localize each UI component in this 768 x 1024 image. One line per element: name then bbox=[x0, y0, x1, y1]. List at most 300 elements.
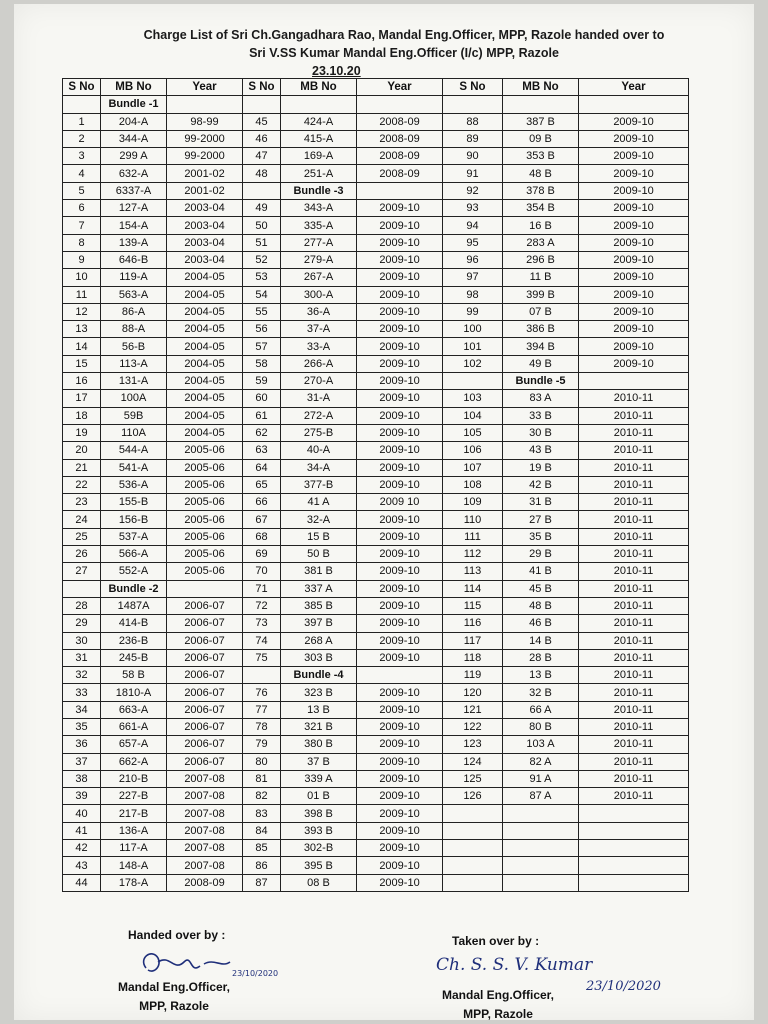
cell-sno: 12 bbox=[63, 303, 101, 320]
cell-sno: 16 bbox=[63, 373, 101, 390]
table-row bbox=[63, 822, 689, 839]
cell-mbno: 302-B bbox=[281, 840, 357, 857]
cell-sno: 95 bbox=[443, 234, 503, 251]
cell-sno: 31 bbox=[63, 649, 101, 666]
cell-year: 2010-11 bbox=[579, 597, 689, 614]
cell-year: 2009-10 bbox=[357, 424, 443, 441]
table-row bbox=[63, 718, 689, 735]
cell-year: 2007-08 bbox=[167, 770, 243, 787]
cell-year: 2010-11 bbox=[579, 407, 689, 424]
cell-mbno: 27 B bbox=[503, 511, 579, 528]
cell-mbno bbox=[503, 840, 579, 857]
cell-mbno: 398 B bbox=[281, 805, 357, 822]
cell-sno: 29 bbox=[63, 615, 101, 632]
cell-year: 2010-11 bbox=[579, 684, 689, 701]
cell-mbno: 662-A bbox=[101, 753, 167, 770]
cell-sno: 8 bbox=[63, 234, 101, 251]
table-row bbox=[63, 788, 689, 805]
cell-mbno: 300-A bbox=[281, 286, 357, 303]
cell-year: 2005-06 bbox=[167, 494, 243, 511]
table-row bbox=[63, 442, 689, 459]
cell-mbno: Bundle -3 bbox=[281, 182, 357, 199]
cell-sno: 88 bbox=[443, 113, 503, 130]
cell-sno: 110 bbox=[443, 511, 503, 528]
cell-mbno bbox=[281, 96, 357, 113]
cell-year: 2010-11 bbox=[579, 563, 689, 580]
table-row bbox=[63, 424, 689, 441]
cell-year bbox=[357, 96, 443, 113]
table-row bbox=[63, 113, 689, 130]
cell-sno: 14 bbox=[63, 338, 101, 355]
cell-sno: 126 bbox=[443, 788, 503, 805]
table-row bbox=[63, 840, 689, 857]
cell-year: 2004-05 bbox=[167, 338, 243, 355]
cell-year: 2009-10 bbox=[357, 753, 443, 770]
cell-sno: 42 bbox=[63, 840, 101, 857]
cell-sno: 125 bbox=[443, 770, 503, 787]
cell-year bbox=[579, 373, 689, 390]
cell-year: 2010-11 bbox=[579, 476, 689, 493]
cell-mbno bbox=[503, 857, 579, 874]
cell-year: 2009-10 bbox=[357, 632, 443, 649]
cell-mbno: 33-A bbox=[281, 338, 357, 355]
cell-mbno bbox=[503, 822, 579, 839]
cell-mbno: 343-A bbox=[281, 200, 357, 217]
cell-mbno: 380 B bbox=[281, 736, 357, 753]
title-line-1: Charge List of Sri Ch.Gangadhara Rao, Mandal Eng.Officer, MPP, Razole handed over to bbox=[143, 28, 665, 42]
cell-year: 2004-05 bbox=[167, 321, 243, 338]
cell-mbno: 56-B bbox=[101, 338, 167, 355]
cell-mbno: 279-A bbox=[281, 251, 357, 268]
cell-year: 2007-08 bbox=[167, 788, 243, 805]
cell-sno: 67 bbox=[243, 511, 281, 528]
cell-year: 2010-11 bbox=[579, 424, 689, 441]
cell-mbno: 378 B bbox=[503, 182, 579, 199]
cell-mbno: 28 B bbox=[503, 649, 579, 666]
cell-mbno: Bundle -4 bbox=[281, 667, 357, 684]
cell-mbno: 217-B bbox=[101, 805, 167, 822]
cell-year: 2010-11 bbox=[579, 494, 689, 511]
cell-sno: 43 bbox=[63, 857, 101, 874]
cell-sno: 23 bbox=[63, 494, 101, 511]
header-year-3: Year bbox=[579, 79, 689, 96]
cell-year: 2006-07 bbox=[167, 701, 243, 718]
cell-year: 2009-10 bbox=[579, 182, 689, 199]
cell-mbno: 321 B bbox=[281, 718, 357, 735]
cell-year: 2009-10 bbox=[357, 407, 443, 424]
cell-mbno: 58 B bbox=[101, 667, 167, 684]
cell-year: 2007-08 bbox=[167, 805, 243, 822]
cell-year: 2010-11 bbox=[579, 528, 689, 545]
cell-mbno: 45 B bbox=[503, 580, 579, 597]
cell-sno: 59 bbox=[243, 373, 281, 390]
cell-sno bbox=[443, 840, 503, 857]
cell-mbno: 541-A bbox=[101, 459, 167, 476]
cell-mbno: 19 B bbox=[503, 459, 579, 476]
header-mbno-3: MB No bbox=[503, 79, 579, 96]
cell-year bbox=[579, 874, 689, 891]
cell-sno: 35 bbox=[63, 718, 101, 735]
table-row bbox=[63, 407, 689, 424]
cell-sno bbox=[443, 805, 503, 822]
cell-sno: 97 bbox=[443, 269, 503, 286]
cell-sno: 118 bbox=[443, 649, 503, 666]
table-row bbox=[63, 753, 689, 770]
cell-year: 2009-10 bbox=[357, 805, 443, 822]
table-row bbox=[63, 148, 689, 165]
cell-year: 2009-10 bbox=[357, 338, 443, 355]
cell-mbno: 154-A bbox=[101, 217, 167, 234]
right-officer-office: MPP, Razole bbox=[463, 1007, 533, 1021]
cell-mbno: 536-A bbox=[101, 476, 167, 493]
cell-mbno: 339 A bbox=[281, 770, 357, 787]
cell-year bbox=[579, 96, 689, 113]
cell-mbno: 29 B bbox=[503, 546, 579, 563]
cell-mbno: 397 B bbox=[281, 615, 357, 632]
document-date: 23.10.20 bbox=[312, 64, 361, 78]
cell-year: 2005-06 bbox=[167, 511, 243, 528]
cell-sno: 81 bbox=[243, 770, 281, 787]
cell-mbno: 283 A bbox=[503, 234, 579, 251]
cell-mbno: 236-B bbox=[101, 632, 167, 649]
cell-mbno: 01 B bbox=[281, 788, 357, 805]
cell-mbno: 148-A bbox=[101, 857, 167, 874]
cell-sno bbox=[443, 822, 503, 839]
cell-mbno: 353 B bbox=[503, 148, 579, 165]
table-row bbox=[63, 286, 689, 303]
cell-mbno: 32 B bbox=[503, 684, 579, 701]
cell-sno: 91 bbox=[443, 165, 503, 182]
cell-mbno: 296 B bbox=[503, 251, 579, 268]
cell-year: 99-2000 bbox=[167, 148, 243, 165]
cell-sno: 17 bbox=[63, 390, 101, 407]
cell-mbno: 110A bbox=[101, 424, 167, 441]
cell-year: 2004-05 bbox=[167, 373, 243, 390]
cell-year: 2009-10 bbox=[357, 355, 443, 372]
cell-year bbox=[357, 667, 443, 684]
cell-sno: 63 bbox=[243, 442, 281, 459]
cell-year: 2009-10 bbox=[579, 286, 689, 303]
cell-year: 2009-10 bbox=[357, 736, 443, 753]
right-officer-block bbox=[442, 986, 554, 1024]
cell-year: 2009-10 bbox=[357, 840, 443, 857]
cell-sno bbox=[63, 96, 101, 113]
right-officer-title: Mandal Eng.Officer, bbox=[442, 988, 555, 1002]
cell-sno: 62 bbox=[243, 424, 281, 441]
cell-year: 2008-09 bbox=[357, 113, 443, 130]
cell-sno: 57 bbox=[243, 338, 281, 355]
cell-year: 98-99 bbox=[167, 113, 243, 130]
cell-year: 2009-10 bbox=[357, 390, 443, 407]
cell-year: 2009-10 bbox=[579, 217, 689, 234]
cell-sno: 1 bbox=[63, 113, 101, 130]
cell-sno: 44 bbox=[63, 874, 101, 891]
cell-mbno: 657-A bbox=[101, 736, 167, 753]
cell-sno: 101 bbox=[443, 338, 503, 355]
left-signature bbox=[134, 944, 284, 980]
cell-mbno: 88-A bbox=[101, 321, 167, 338]
cell-year: 2006-07 bbox=[167, 615, 243, 632]
cell-sno: 6 bbox=[63, 200, 101, 217]
table-row bbox=[63, 580, 689, 597]
header-sno-2: S No bbox=[243, 79, 281, 96]
cell-sno: 51 bbox=[243, 234, 281, 251]
cell-year: 2008-09 bbox=[167, 874, 243, 891]
cell-mbno: 34-A bbox=[281, 459, 357, 476]
cell-mbno: 661-A bbox=[101, 718, 167, 735]
cell-sno: 115 bbox=[443, 597, 503, 614]
cell-year: 2010-11 bbox=[579, 701, 689, 718]
cell-mbno: 86-A bbox=[101, 303, 167, 320]
cell-mbno: 266-A bbox=[281, 355, 357, 372]
cell-sno: 41 bbox=[63, 822, 101, 839]
table-body bbox=[63, 96, 689, 892]
cell-mbno: 35 B bbox=[503, 528, 579, 545]
cell-year: 2009-10 bbox=[357, 217, 443, 234]
cell-sno: 49 bbox=[243, 200, 281, 217]
cell-mbno: 113-A bbox=[101, 355, 167, 372]
cell-sno: 104 bbox=[443, 407, 503, 424]
cell-mbno: 414-B bbox=[101, 615, 167, 632]
cell-sno: 89 bbox=[443, 130, 503, 147]
cell-sno: 47 bbox=[243, 148, 281, 165]
cell-year: 2010-11 bbox=[579, 390, 689, 407]
cell-mbno: 13 B bbox=[281, 701, 357, 718]
cell-mbno: 59B bbox=[101, 407, 167, 424]
cell-sno: 65 bbox=[243, 476, 281, 493]
cell-sno: 72 bbox=[243, 597, 281, 614]
cell-year: 2007-08 bbox=[167, 822, 243, 839]
title-line-2: Sri V.SS Kumar Mandal Eng.Officer (I/c) MPP, Razole bbox=[249, 46, 559, 60]
cell-year: 2009-10 bbox=[579, 321, 689, 338]
cell-mbno: 83 A bbox=[503, 390, 579, 407]
cell-sno: 120 bbox=[443, 684, 503, 701]
cell-mbno: 155-B bbox=[101, 494, 167, 511]
cell-mbno: 646-B bbox=[101, 251, 167, 268]
cell-sno: 61 bbox=[243, 407, 281, 424]
cell-mbno: 41 A bbox=[281, 494, 357, 511]
cell-sno: 7 bbox=[63, 217, 101, 234]
cell-year bbox=[579, 857, 689, 874]
table-row bbox=[63, 390, 689, 407]
cell-sno bbox=[443, 96, 503, 113]
cell-mbno: 33 B bbox=[503, 407, 579, 424]
table-row bbox=[63, 96, 689, 113]
cell-year: 2010-11 bbox=[579, 615, 689, 632]
cell-sno: 30 bbox=[63, 632, 101, 649]
cell-sno: 70 bbox=[243, 563, 281, 580]
cell-mbno: 15 B bbox=[281, 528, 357, 545]
cell-year: 2004-05 bbox=[167, 269, 243, 286]
cell-year: 2009-10 bbox=[357, 269, 443, 286]
cell-year: 2010-11 bbox=[579, 788, 689, 805]
cell-mbno: Bundle -2 bbox=[101, 580, 167, 597]
cell-mbno: 1810-A bbox=[101, 684, 167, 701]
cell-year: 2010-11 bbox=[579, 770, 689, 787]
cell-year: 2005-06 bbox=[167, 442, 243, 459]
cell-sno: 25 bbox=[63, 528, 101, 545]
cell-mbno: 251-A bbox=[281, 165, 357, 182]
cell-sno: 86 bbox=[243, 857, 281, 874]
cell-year: 2008-09 bbox=[357, 130, 443, 147]
cell-year: 99-2000 bbox=[167, 130, 243, 147]
cell-mbno: 139-A bbox=[101, 234, 167, 251]
cell-mbno: 563-A bbox=[101, 286, 167, 303]
cell-mbno: 37-A bbox=[281, 321, 357, 338]
cell-mbno: 156-B bbox=[101, 511, 167, 528]
cell-mbno: 275-B bbox=[281, 424, 357, 441]
cell-year: 2006-07 bbox=[167, 597, 243, 614]
cell-sno: 50 bbox=[243, 217, 281, 234]
cell-sno: 27 bbox=[63, 563, 101, 580]
cell-sno: 18 bbox=[63, 407, 101, 424]
cell-sno: 96 bbox=[443, 251, 503, 268]
cell-year: 2003-04 bbox=[167, 217, 243, 234]
table-header-row bbox=[63, 79, 689, 96]
cell-year: 2009-10 bbox=[579, 130, 689, 147]
table-row bbox=[63, 494, 689, 511]
cell-year: 2009-10 bbox=[579, 303, 689, 320]
cell-year: 2010-11 bbox=[579, 632, 689, 649]
table-row bbox=[63, 217, 689, 234]
cell-sno: 122 bbox=[443, 718, 503, 735]
cell-year: 2006-07 bbox=[167, 632, 243, 649]
cell-sno: 5 bbox=[63, 182, 101, 199]
cell-sno bbox=[243, 182, 281, 199]
cell-year: 2009-10 bbox=[579, 338, 689, 355]
right-signature-date: 23/10/2020 bbox=[586, 979, 661, 994]
cell-mbno: 80 B bbox=[503, 718, 579, 735]
cell-year: 2010-11 bbox=[579, 718, 689, 735]
cell-mbno: 07 B bbox=[503, 303, 579, 320]
cell-year: 2010-11 bbox=[579, 736, 689, 753]
cell-mbno: 119-A bbox=[101, 269, 167, 286]
table-row bbox=[63, 684, 689, 701]
cell-sno: 3 bbox=[63, 148, 101, 165]
cell-mbno: Bundle -1 bbox=[101, 96, 167, 113]
cell-mbno: 32-A bbox=[281, 511, 357, 528]
cell-mbno: 394 B bbox=[503, 338, 579, 355]
table-row bbox=[63, 701, 689, 718]
cell-year: 2004-05 bbox=[167, 424, 243, 441]
cell-sno: 9 bbox=[63, 251, 101, 268]
cell-sno: 124 bbox=[443, 753, 503, 770]
cell-mbno: 87 A bbox=[503, 788, 579, 805]
cell-mbno: 272-A bbox=[281, 407, 357, 424]
cell-mbno: 169-A bbox=[281, 148, 357, 165]
cell-sno: 74 bbox=[243, 632, 281, 649]
cell-sno: 45 bbox=[243, 113, 281, 130]
cell-mbno: 82 A bbox=[503, 753, 579, 770]
cell-year: 2009-10 bbox=[579, 165, 689, 182]
cell-year: 2009-10 bbox=[357, 321, 443, 338]
left-signature-date: 23/10/2020 bbox=[232, 969, 279, 978]
cell-sno: 92 bbox=[443, 182, 503, 199]
table-row bbox=[63, 874, 689, 891]
cell-year: 2001-02 bbox=[167, 182, 243, 199]
cell-mbno: 127-A bbox=[101, 200, 167, 217]
cell-mbno: 387 B bbox=[503, 113, 579, 130]
handed-over-label: Handed over by : bbox=[128, 928, 226, 942]
table-row bbox=[63, 528, 689, 545]
cell-sno: 102 bbox=[443, 355, 503, 372]
cell-mbno: 270-A bbox=[281, 373, 357, 390]
cell-year: 2009-10 bbox=[357, 649, 443, 666]
header-mbno-1: MB No bbox=[101, 79, 167, 96]
cell-sno: 85 bbox=[243, 840, 281, 857]
cell-sno: 79 bbox=[243, 736, 281, 753]
cell-year: 2005-06 bbox=[167, 546, 243, 563]
cell-sno: 52 bbox=[243, 251, 281, 268]
cell-sno: 40 bbox=[63, 805, 101, 822]
table-row bbox=[63, 632, 689, 649]
cell-sno: 117 bbox=[443, 632, 503, 649]
cell-mbno: 385 B bbox=[281, 597, 357, 614]
cell-year: 2009-10 bbox=[357, 303, 443, 320]
cell-year: 2006-07 bbox=[167, 667, 243, 684]
cell-year: 2009-10 bbox=[357, 615, 443, 632]
left-officer-office: MPP, Razole bbox=[139, 999, 209, 1013]
cell-year: 2004-05 bbox=[167, 355, 243, 372]
cell-sno: 15 bbox=[63, 355, 101, 372]
cell-mbno: 344-A bbox=[101, 130, 167, 147]
table-row bbox=[63, 667, 689, 684]
cell-year: 2009-10 bbox=[357, 251, 443, 268]
cell-mbno: 337 A bbox=[281, 580, 357, 597]
cell-mbno: 335-A bbox=[281, 217, 357, 234]
cell-sno: 87 bbox=[243, 874, 281, 891]
cell-mbno: 66 A bbox=[503, 701, 579, 718]
cell-sno: 123 bbox=[443, 736, 503, 753]
cell-mbno: 415-A bbox=[281, 130, 357, 147]
cell-sno: 66 bbox=[243, 494, 281, 511]
cell-year: 2009-10 bbox=[357, 546, 443, 563]
cell-sno: 11 bbox=[63, 286, 101, 303]
cell-mbno: 323 B bbox=[281, 684, 357, 701]
cell-year: 2004-05 bbox=[167, 303, 243, 320]
cell-sno: 53 bbox=[243, 269, 281, 286]
cell-year: 2009-10 bbox=[357, 874, 443, 891]
cell-mbno: 227-B bbox=[101, 788, 167, 805]
right-signature-name: Ch. S. S. V. Kumar bbox=[436, 955, 593, 975]
cell-sno bbox=[443, 857, 503, 874]
cell-sno: 111 bbox=[443, 528, 503, 545]
cell-year: 2010-11 bbox=[579, 580, 689, 597]
cell-year bbox=[167, 96, 243, 113]
cell-sno: 48 bbox=[243, 165, 281, 182]
table-row bbox=[63, 649, 689, 666]
cell-year: 2010-11 bbox=[579, 459, 689, 476]
cell-mbno: 11 B bbox=[503, 269, 579, 286]
cell-sno: 55 bbox=[243, 303, 281, 320]
cell-sno: 26 bbox=[63, 546, 101, 563]
cell-year: 2005-06 bbox=[167, 528, 243, 545]
cell-mbno: 354 B bbox=[503, 200, 579, 217]
cell-sno: 107 bbox=[443, 459, 503, 476]
cell-year bbox=[579, 840, 689, 857]
table-row bbox=[63, 200, 689, 217]
header-sno-1: S No bbox=[63, 79, 101, 96]
cell-year: 2009-10 bbox=[357, 580, 443, 597]
cell-sno: 21 bbox=[63, 459, 101, 476]
cell-year: 2003-04 bbox=[167, 200, 243, 217]
table-row bbox=[63, 563, 689, 580]
cell-year: 2009-10 bbox=[579, 251, 689, 268]
document-title bbox=[124, 26, 684, 62]
cell-mbno: 43 B bbox=[503, 442, 579, 459]
cell-sno: 56 bbox=[243, 321, 281, 338]
cell-year: 2009-10 bbox=[357, 701, 443, 718]
